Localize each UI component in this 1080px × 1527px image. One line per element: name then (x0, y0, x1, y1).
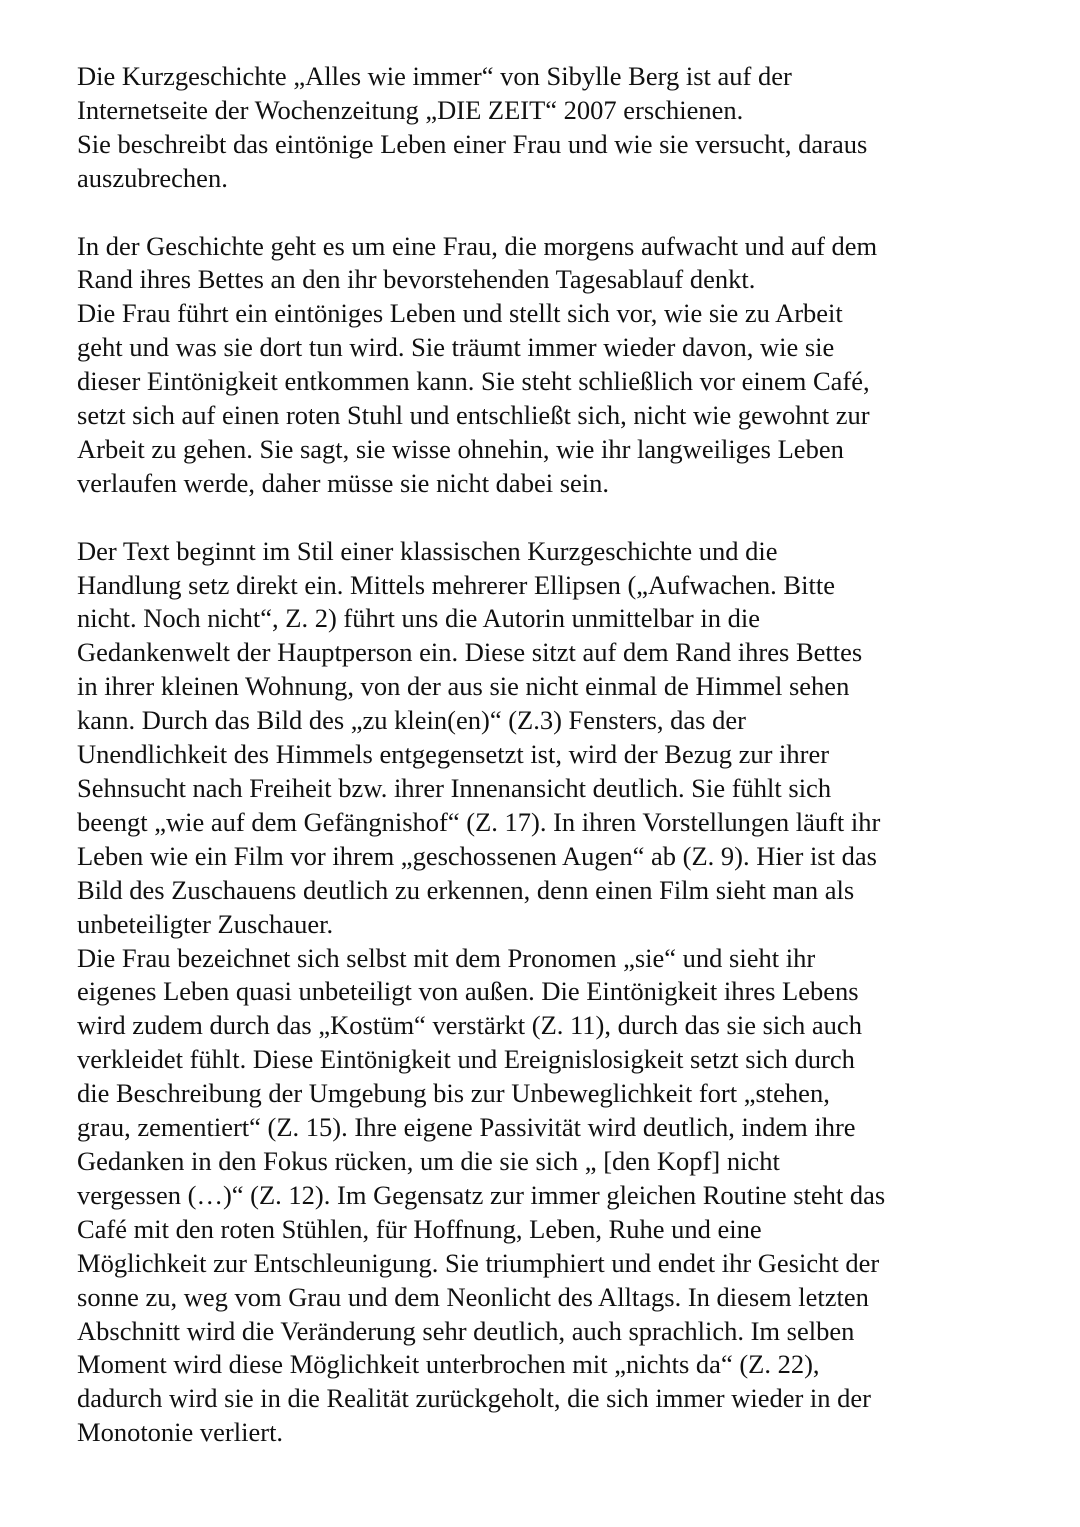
text-line: eigenes Leben quasi unbeteiligt von außen. Die Eintönigkeit ihres Lebens (77, 976, 859, 1007)
text-line: Arbeit zu gehen. Sie sagt, sie wisse ohnehin, wie ihr langweiliges Leben (77, 433, 844, 464)
text-line: Sie beschreibt das eintönige Leben einer Frau und wie sie versucht, daraus (77, 128, 868, 159)
text-line: Die Frau bezeichnet sich selbst mit dem Pronomen „sie“ und sieht ihr (77, 942, 816, 973)
text-line: Möglichkeit zur Entschleunigung. Sie triumphiert und endet ihr Gesicht der (77, 1247, 880, 1278)
text-line: nicht. Noch nicht“, Z. 2) führt uns die Autorin unmittelbar in die (77, 603, 760, 634)
text-line: unbeteiligter Zuschauer. (77, 908, 334, 939)
text-line: Leben wie ein Film vor ihrem „geschossenen Augen“ ab (Z. 9). Hier ist das (77, 840, 877, 871)
text-line: setzt sich auf einen roten Stuhl und entschließt sich, nicht wie gewohnt zur (77, 400, 870, 431)
text-line: Der Text beginnt im Stil einer klassischen Kurzgeschichte und die (77, 535, 778, 566)
text-line: Abschnitt wird die Veränderung sehr deutlich, auch sprachlich. Im selben (77, 1315, 855, 1346)
text-line: kann. Durch das Bild des „zu klein(en)“ (Z.3) Fensters, das der (77, 705, 746, 736)
text-line: geht und was sie dort tun wird. Sie träumt immer wieder davon, wie sie (77, 332, 835, 363)
text-line: Die Frau führt ein eintöniges Leben und stellt sich vor, wie sie zu Arbeit (77, 298, 843, 329)
text-line: beengt „wie auf dem Gefängnishof“ (Z. 17). In ihren Vorstellungen läuft ihr (77, 806, 881, 837)
text-line: Internetseite der Wochenzeitung „DIE ZEIT“ 2007 erschienen. (77, 94, 744, 125)
text-line: in ihrer kleinen Wohnung, von der aus sie nicht einmal de Himmel sehen (77, 671, 850, 702)
text-line: Die Kurzgeschichte „Alles wie immer“ von Sibylle Berg ist auf der (77, 61, 792, 91)
text-line: wird zudem durch das „Kostüm“ verstärkt (Z. 11), durch das sie sich auch (77, 1010, 862, 1041)
text-line: Gedanken in den Fokus rücken, um die sie sich „ [den Kopf] nicht (77, 1145, 780, 1176)
text-line: Sehnsucht nach Freiheit bzw. ihrer Innenansicht deutlich. Sie fühlt sich (77, 773, 832, 803)
paragraph-spacer (77, 196, 1067, 230)
text-line: vergessen (…)“ (Z. 12). Im Gegensatz zur immer gleichen Routine steht das (77, 1179, 886, 1210)
text-line: Café mit den roten Stühlen, für Hoffnung, Leben, Ruhe und eine (77, 1213, 762, 1244)
text-line: Handlung setz direkt ein. Mittels mehrerer Ellipsen („Aufwachen. Bitte (77, 569, 835, 600)
text-line: Bild des Zuschauens deutlich zu erkennen, denn einen Film sieht man als (77, 874, 855, 905)
text-line: die Beschreibung der Umgebung bis zur Unbeweglichkeit fort „stehen, (77, 1078, 830, 1109)
text-line: sonne zu, weg vom Grau und dem Neonlicht des Alltags. In diesem letzten (77, 1281, 869, 1312)
text-line: auszubrechen. (77, 162, 228, 193)
text-line: Monotonie verliert. (77, 1417, 284, 1448)
text-line: grau, zementiert“ (Z. 15). Ihre eigene Passivität wird deutlich, indem ihre (77, 1112, 856, 1143)
text-line: dieser Eintönigkeit entkommen kann. Sie steht schließlich vor einem Café, (77, 366, 870, 397)
text-line: Unendlichkeit des Himmels entgegensetzt ist, wird der Bezug zur ihrer (77, 739, 830, 770)
text-line: In der Geschichte geht es um eine Frau, die morgens aufwacht und auf dem (77, 230, 878, 261)
paragraph-introduction (77, 60, 1067, 196)
text-line: Gedankenwelt der Hauptperson ein. Diese sitzt auf dem Rand ihres Bettes (77, 637, 863, 668)
paragraph-spacer (77, 501, 1067, 535)
text-line: Moment wird diese Möglichkeit unterbrochen mit „nichts da“ (Z. 22), (77, 1349, 820, 1380)
text-line: verlaufen werde, daher müsse sie nicht dabei sein. (77, 467, 610, 498)
paragraph-analysis (77, 535, 1067, 1450)
document-body (77, 60, 1067, 1450)
paragraph-summary (77, 230, 1067, 501)
text-line: dadurch wird sie in die Realität zurückgeholt, die sich immer wieder in der (77, 1383, 872, 1414)
text-line: verkleidet fühlt. Diese Eintönigkeit und Ereignislosigkeit setzt sich durch (77, 1044, 855, 1075)
text-line: Rand ihres Bettes an den ihr bevorstehenden Tagesablauf denkt. (77, 264, 756, 295)
